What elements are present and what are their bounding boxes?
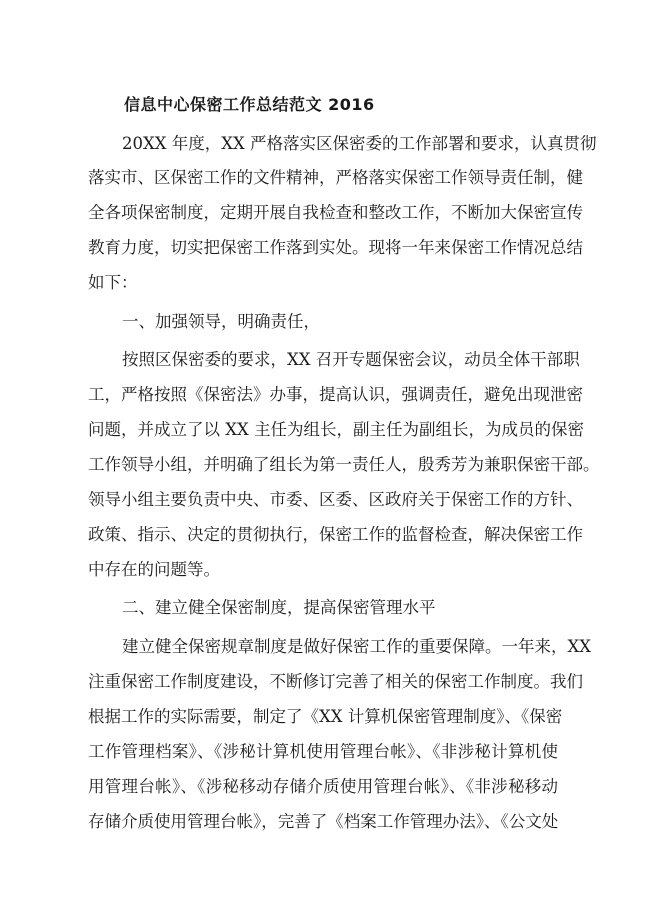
paragraph-line: 按照区保密委的要求，XX 召开专题保密会议，动员全体干部职 [122, 350, 580, 369]
paragraph-line: 问题，并成立了以 XX 主任为组长，副主任为副组长，为成员的保密 [88, 420, 584, 439]
paragraph-line: 政策、指示、决定的贯彻执行，保密工作的监督检查，解决保密工作 [88, 525, 583, 544]
paragraph-line: 20XX 年度，XX 严格落实区保密委的工作部署和要求，认真贯彻 [122, 134, 597, 153]
paragraph-line: 中存在的问题等。 [88, 560, 220, 579]
paragraph-line: 注重保密工作制度建设，不断修订完善了相关的保密工作制度。我们 [88, 672, 583, 691]
paragraph-line: 存储介质使用管理台帐》，完善了《档案工作管理办法》、《公文处 [88, 812, 559, 831]
paragraph-line: 如下： [88, 273, 138, 292]
paragraph-line: 落实市、区保密工作的文件精神，严格落实保密工作领导责任制，健 [88, 168, 583, 187]
paragraph-line: 工作领导小组，并明确了组长为第一责任人，殷秀芳为兼职保密干部。 [88, 455, 600, 474]
section-heading: 一、加强领导，明确责任， [122, 312, 320, 331]
paragraph-line: 用管理台帐》、《涉秘移动存储介质使用管理台帐》、《非涉秘移动 [88, 777, 558, 796]
paragraph-line: 领导小组主要负责中央、市委、区委、区政府关于保密工作的方针、 [88, 490, 583, 509]
section-heading: 二、建立健全保密制度，提高保密管理水平 [122, 598, 436, 617]
paragraph-line: 工，严格按照《保密法》办事，提高认识，强调责任，避免出现泄密 [88, 385, 583, 404]
paragraph-line: 教育力度，切实把保密工作落到实处。现将一年来保密工作情况总结 [88, 238, 583, 257]
paragraph-line: 根据工作的实际需要，制定了《XX 计算机保密管理制度》、《保密 [88, 707, 563, 726]
paragraph-line: 全各项保密制度，定期开展自我检查和整改工作，不断加大保密宣传 [88, 203, 583, 222]
paragraph-line: 工作管理档案》、《涉秘计算机使用管理台帐》、《非涉秘计算机使 [88, 742, 558, 761]
paragraph-line: 建立健全保密规章制度是做好保密工作的重要保障。一年来，XX [122, 637, 591, 656]
document-title: 信息中心保密工作总结范文 2016 [124, 95, 375, 114]
